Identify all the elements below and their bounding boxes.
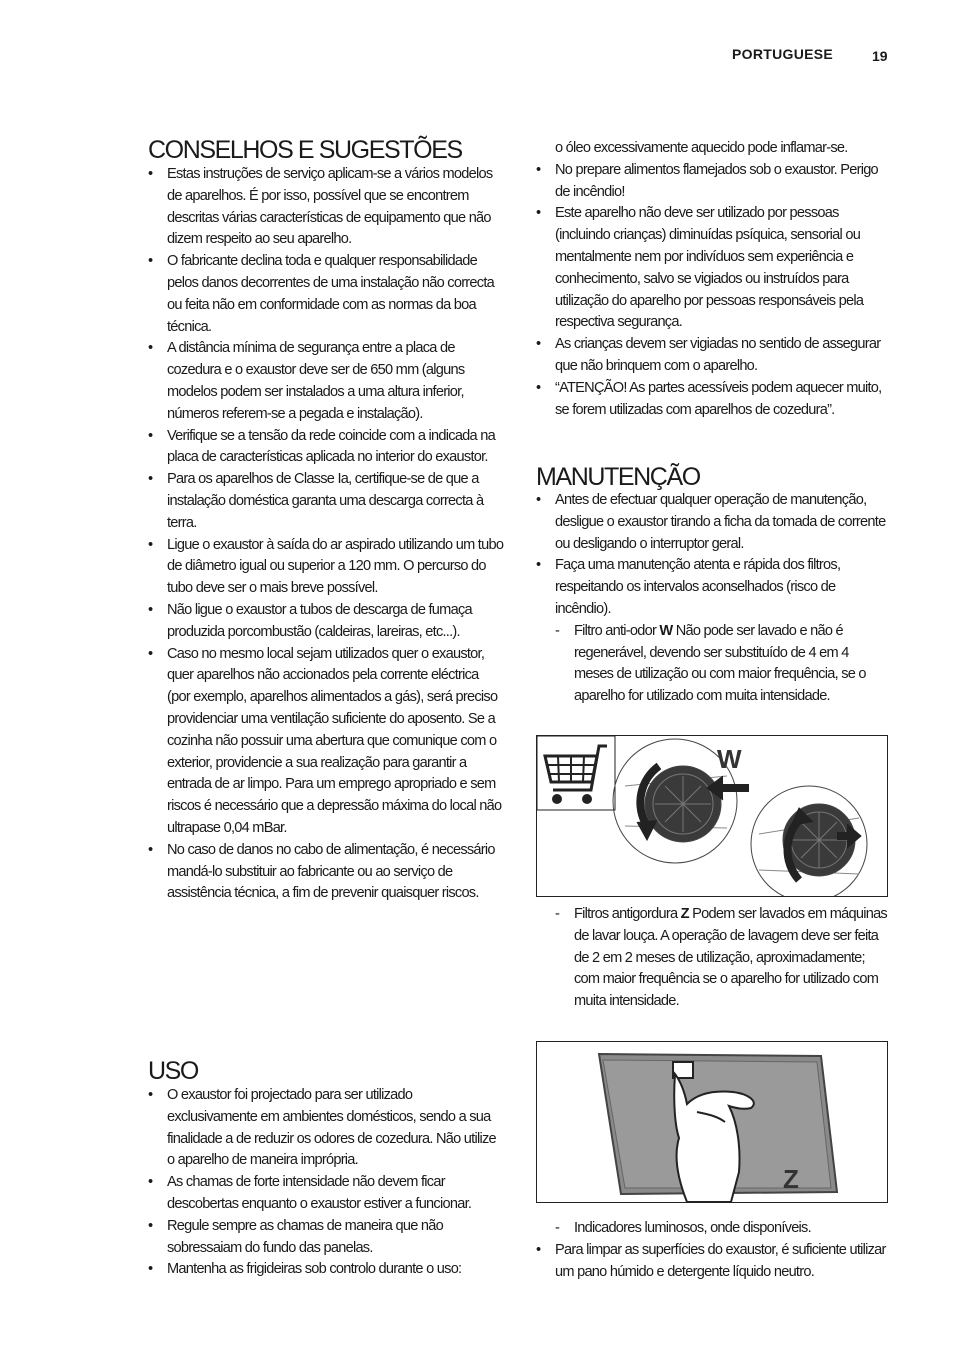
page-number: 19: [872, 48, 888, 64]
list-item: o óleo excessivamente aquecido pode inflamar-se.: [555, 140, 848, 156]
figure-w-drawing: [537, 736, 887, 896]
conselhos-list: [148, 164, 504, 905]
uso-list: [148, 1085, 504, 1281]
filter-w-letter: W: [659, 622, 673, 639]
uso-title: USO: [148, 1057, 198, 1085]
figure-w-label: W: [717, 744, 742, 774]
filter-w-item: [536, 621, 888, 708]
list-item: • O fabricante declina toda e qualquer responsabilidade pelos danos decorrentes de uma instalação não correcta ou feita não em conformidade com as normas da boa técnica.: [148, 251, 504, 338]
list-item: • “ATENÇÃO! As partes acessíveis podem aquecer muito, se forem utilizadas com aparelhos de cozedura”.: [536, 378, 888, 422]
filter-z-text: Podem ser lavados em máquinas de lavar louça. A operação de lavagem deve ser feita de 2 em 2 meses de utilização, aproximadamente; com maior frequência se o aparelho for utilizado com muita intensidade.: [574, 906, 887, 1010]
figure-z-drawing: [537, 1042, 887, 1202]
list-item: • Ligue o exaustor à saída do ar aspirado utilizando um tubo de diâmetro igual ou superior a 120 mm. O percurso do tubo deve ser o mais breve possível.: [148, 535, 504, 600]
list-item: • Antes de efectuar qualquer operação de manutenção, desligue o exaustor tirando a ficha da tomada de corrente ou desligando o interruptor geral.: [536, 490, 888, 555]
list-item: • Caso no mesmo local sejam utilizados quer o exaustor, quer aparelhos não accionados pela corrente eléctrica (por exemplo, aparelhos alimentados a gás), será preciso providenciar uma ventilação suficiente do aposento. Se a cozinha não possuir uma abertura que comunique com o exterior, providencie a sua realização para garantir a entrada de ar limpo. Para um emprego apropriado e sem riscos é necessário que a depressão máxima do local não ultrapase 0,04 mBar.: [148, 644, 504, 840]
figure-z-illustration: [536, 1041, 888, 1203]
list-item: • No prepare alimentos flamejados sob o exaustor. Perigo de incêndio!: [536, 160, 888, 204]
list-item: • Mantenha as frigideiras sob controlo durante o uso:: [148, 1259, 504, 1281]
manutencao-list-end: [536, 1218, 888, 1283]
header-language: PORTUGUESE: [732, 46, 834, 62]
list-item: • As crianças devem ser vigiadas no sentido de assegurar que não brinquem com o aparelho.: [536, 334, 888, 378]
list-item: • Regule sempre as chamas de maneira que não sobressaiam do fundo das panelas.: [148, 1216, 504, 1260]
conselhos-title: CONSELHOS E SUGESTÕES: [148, 136, 462, 164]
manutencao-list: [536, 490, 888, 708]
list-item: • A distância mínima de segurança entre a placa de cozedura e o exaustor deve ser de 650 mm (alguns modelos podem ser instalados a uma altura inferior, números referem-se a pegada e instalação).: [148, 338, 504, 425]
filter-w-prefix: Filtro anti-odor: [574, 622, 660, 639]
shopping-cart-icon: [537, 736, 615, 810]
filter-z-letter: Z: [680, 906, 689, 922]
filter-z-item: [536, 904, 888, 1013]
filter-z-list: [536, 904, 888, 1013]
uso-list-continued: [536, 138, 888, 421]
list-item: - Indicadores luminosos, onde disponíveis.: [536, 1218, 888, 1240]
list-item: • O exaustor foi projectado para ser utilizado exclusivamente em ambientes domésticos, sendo a sua finalidade a de reduzir os odores de cozedura. Não utilize o aparelho de maneira imprópria.: [148, 1085, 504, 1172]
list-item: • Verifique se a tensão da rede coincide com a indicada na placa de características aplicada no interior do exaustor.: [148, 426, 504, 470]
figure-w-illustration: [536, 735, 888, 897]
list-item: • Para os aparelhos de Classe Ia, certifique-se de que a instalação doméstica garanta uma descarga correcta à terra.: [148, 469, 504, 534]
list-item: • Para limpar as superfícies do exaustor, é suficiente utilizar um pano húmido e detergente líquido neutro.: [536, 1240, 888, 1284]
filter-z-prefix: Filtros antigordura: [574, 906, 681, 922]
list-item: • Estas instruções de serviço aplicam-se a vários modelos de aparelhos. É por isso, possível que se encontrem descritas várias características de equipamento que não dizem respeito ao seu aparelho.: [148, 164, 504, 251]
manutencao-title: MANUTENÇÃO: [536, 463, 700, 491]
filter-w-text: Não pode ser lavado e não é regenerável, devendo ser substituído de 4 em 4 meses de utilização ou com maior frequência, se o aparelho for utilizado com muita intensidade.: [574, 622, 866, 705]
list-item: • As chamas de forte intensidade não devem ficar descobertas enquanto o exaustor estiver a funcionar.: [148, 1172, 504, 1216]
list-item: • Faça uma manutenção atenta e rápida dos filtros, respeitando os intervalos aconselhados (risco de incêndio).: [536, 555, 888, 620]
list-item: • Este aparelho não deve ser utilizado por pessoas (incluindo crianças) diminuídas psíquica, sensorial ou mentalmente nem por indivíduos sem experiência e conhecimento, salvo se vigiados ou instruídos para utilização do aparelho por pessoas responsáveis pela respectiva segurança.: [536, 203, 888, 334]
figure-z-label: Z: [783, 1164, 799, 1194]
list-item: • Não ligue o exaustor a tubos de descarga de fumaça produzida porcombustão (caldeiras, lareiras, etc...).: [148, 600, 504, 644]
list-item: • No caso de danos no cabo de alimentação, é necessário mandá-lo substituir ao fabricante ou ao serviço de assistência técnica, a fim de prevenir quaisquer riscos.: [148, 840, 504, 905]
